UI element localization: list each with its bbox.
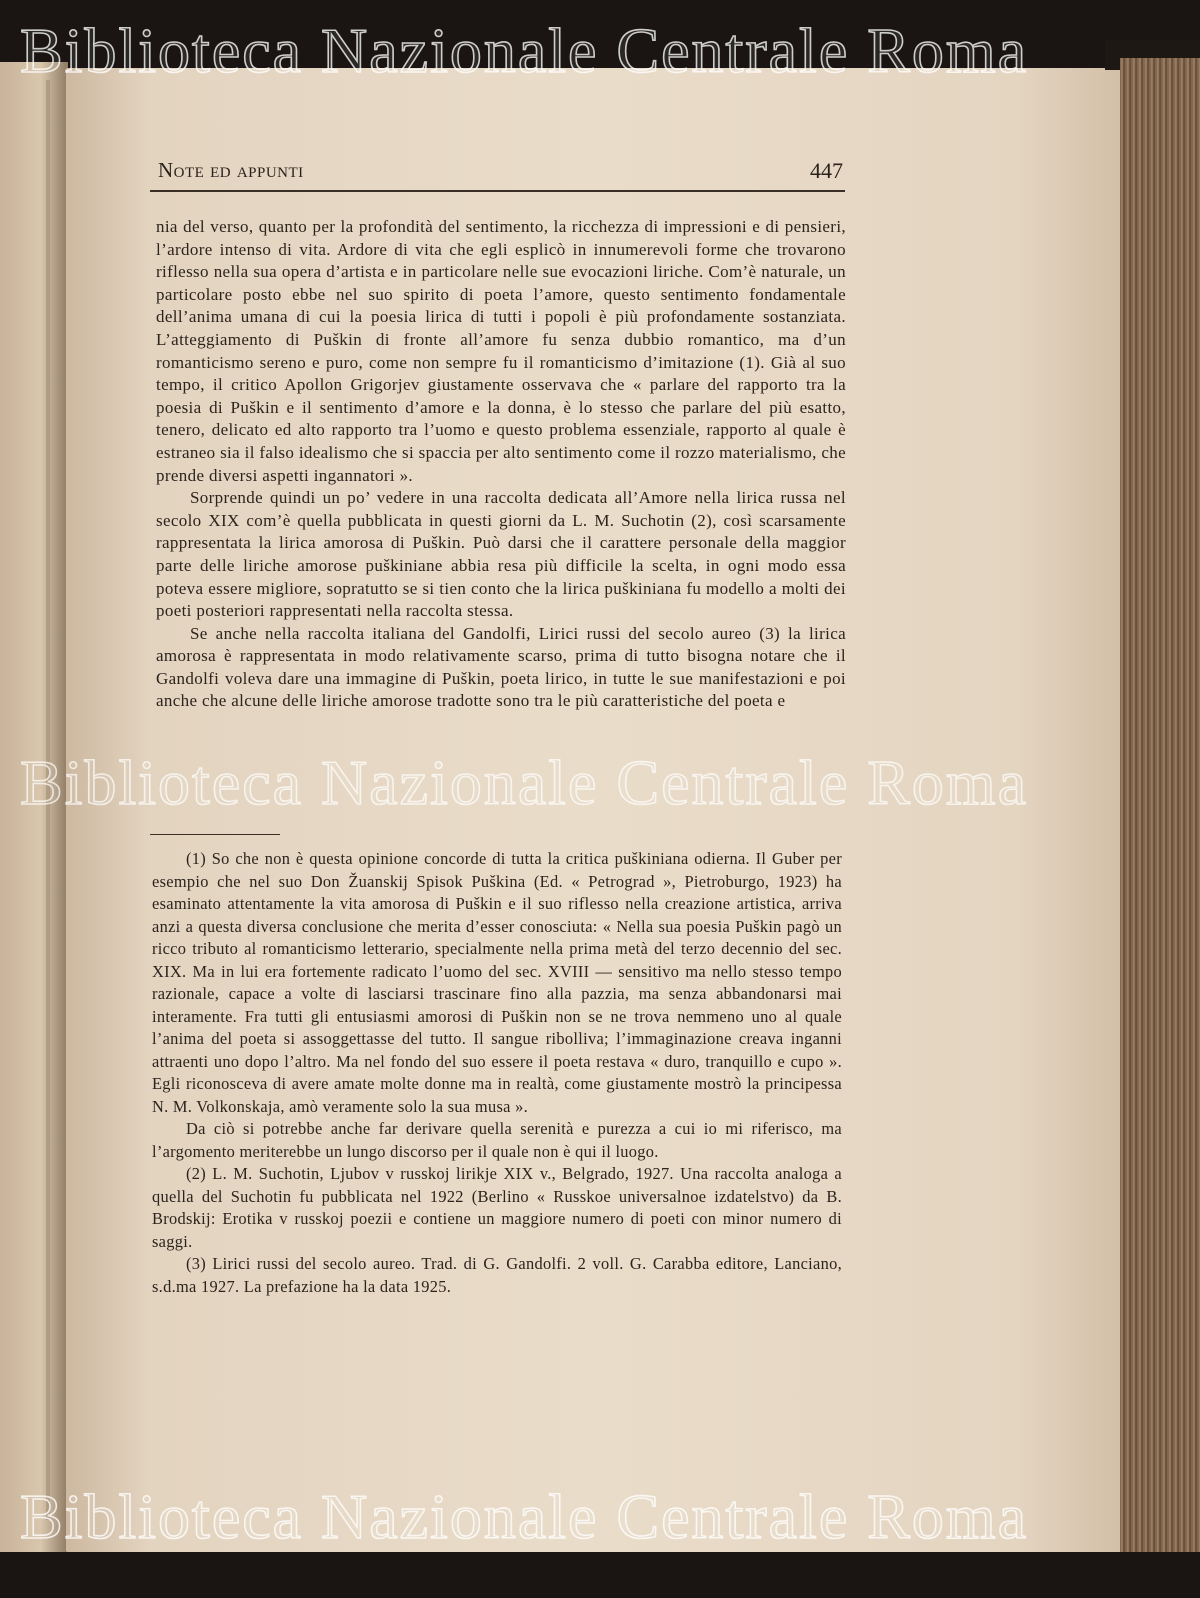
header-rule: [150, 190, 845, 192]
footnotes: [152, 848, 842, 1298]
body-paragraph: Sorprende quindi un po’ vedere in una raccolta dedicata all’Amore nella lirica russa nel secolo XIX com’è quella pubblicata in questi giorni da L. M. Suchotin (2), così scarsamente rappresentata la lirica amorosa di Puškin. Può darsi che il carattere personale della maggior parte delle liriche amorose puškiniane abbia resa più difficile la scelta, in ogni modo essa poteva essere migliore, sopratutto se si tien conto che la lirica puškiniana fu modello a molti dei poeti posteriori rappresentati nella raccolta stessa.: [156, 488, 846, 621]
body-paragraph: Se anche nella raccolta italiana del Gandolfi, Lirici russi del secolo aureo (3) la lirica amorosa è rappresentata in modo relativamente scarso, prima di tutto bisogna notare che il Gandolfi voleva dare una immagine di Puškin, poeta lirico, in tutte le sue manifestazioni e poi anche che alcune delle liriche amorose tradotte sono tra le più caratteristiche del poeta e: [156, 623, 846, 711]
watermark-bottom: Biblioteca Nazionale Centrale Roma: [20, 1481, 1029, 1552]
body-paragraph: nia del verso, quanto per la profondità del sentimento, la ricchezza di impressioni e di pensieri, l’ardore intenso di vita. Ardore di vita che egli esplicò in innumerevoli forme che trovarono riflesso nella sua opera d’artista e in particolare nelle sue evocazioni liriche. Com’è naturale, un particolare posto ebbe nel suo spirito di poeta l’amore, questo sentimento fondamentale dell’anima umana di cui la poesia lirica di tutti i popoli è più profondamente sostanziata. L’atteggiamento di Puškin di fronte all’amore fu senza dubbio romantico, ma d’un romanticismo sereno e puro, come non sempre fu il romanticismo d’imitazione (1). Già al suo tempo, il critico Apollon Grigorjev giustamente osservava che « parlare del rapporto tra la poesia di Puškin e il sentimento d’amore e la donna, è lo stesso che parlare del più esatto, tenero, delicato ed alto rapporto tra l’uomo e questo problema essenziale, rapporto al quale è estraneo sia il falso idealismo che si spaccia per alto sentimento come il rozzo materialismo, che prende diversi aspetti ingannatori ».: [156, 217, 846, 485]
running-head: [158, 156, 843, 188]
footnote: (1) So che non è questa opinione concorde di tutta la critica puškiniana odierna. Il Guber per esempio che nel suo Don Žuanskij Spisok Puškina (Ed. « Petrograd », Pietroburgo, 1923) ha esaminato attentamente la vita amorosa di Puškin e il suo riflesso nella creazione artistica, arriva anzi a questa diversa conclusione che merita d’esser conosciuta: « Nella sua poesia Puškin pagò un ricco tributo al romanticismo letterario, specialmente nella prima metà del terzo decennio del sec. XIX. Ma in lui era fortemente radicato l’uomo del sec. XVIII — sensitivo ma nello stesso tempo razionale, capace a volte di lasciarsi trascinare fino alla pazzia, ma senza abbandonarsi mai interamente. Fra tutti gli entusiasmi amorosi di Puškin non se ne trova nemmeno uno al quale l’anima del poeta si assoggettasse del tutto. Il sangue ribolliva; l’immaginazione creava inganni attraenti uno dopo l’altro. Ma nel fondo del suo essere il poeta restava « duro, tranquillo e cupo ». Egli riconosceva di avere amate molte donne ma in realtà, come giustamente mostrò la principessa N. M. Volkonskaja, amò veramente solo la sua musa ».: [152, 849, 842, 1116]
footnote: (2) L. M. Suchotin, Ljubov v russkoj lirikje XIX v., Belgrado, 1927. Una raccolta analoga a quella del Suchotin fu pubblicata nel 1922 (Berlino « Russkoe universalnoe izdatelstvo) da B. Brodskij: Erotika v russkoj poezii e contiene un maggiore numero di poeti con minor numero di saggi.: [152, 1164, 842, 1251]
running-title: Note ed appunti: [158, 158, 304, 182]
footnote-continuation: Da ciò si potrebbe anche far derivare quella serenità e purezza a cui io mi riferisco, ma l’argomento meriterebbe un lungo discorso per il quale non è qui il luogo.: [152, 1119, 842, 1161]
footnote-rule: [150, 834, 280, 835]
watermark-middle: Biblioteca Nazionale Centrale Roma: [20, 747, 1029, 818]
footnote: (3) Lirici russi del secolo aureo. Trad. di G. Gandolfi. 2 voll. G. Carabba editore, Lanciano, s.d.ma 1927. La prefazione ha la data 1925.: [152, 1254, 842, 1296]
page-number: 447: [810, 158, 843, 183]
main-text: [156, 216, 846, 713]
watermark-top: Biblioteca Nazionale Centrale Roma: [20, 15, 1029, 86]
